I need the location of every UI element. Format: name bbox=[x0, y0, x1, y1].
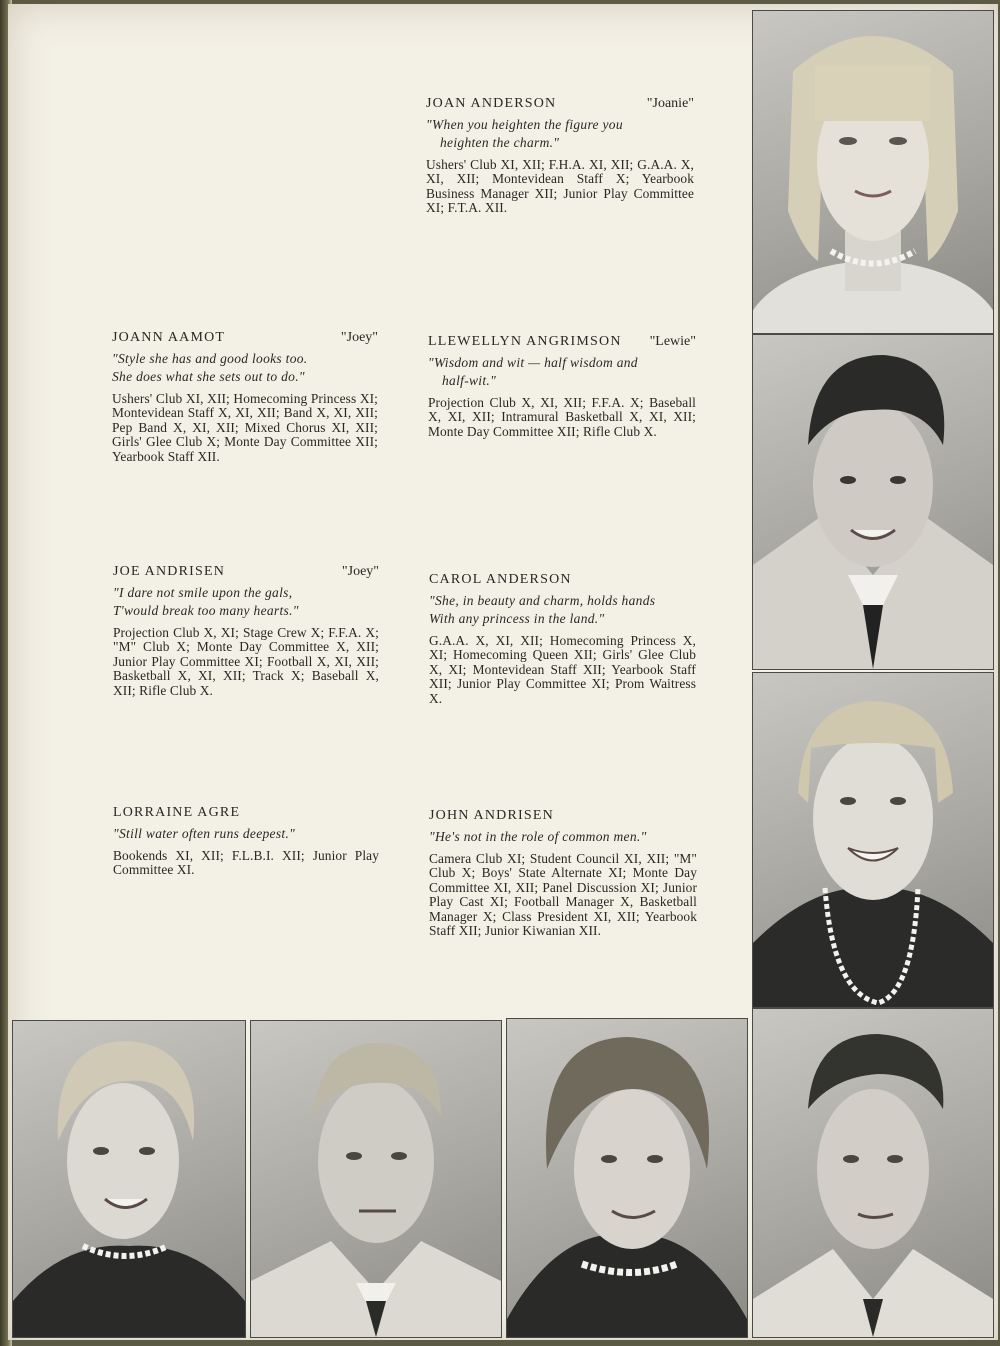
portrait-photo-joe-andrisen bbox=[250, 1020, 502, 1338]
senior-entry-joe-andrisen bbox=[113, 564, 379, 698]
senior-activities: Projection Club X, XI; Stage Crew X; F.F.A. X; "M" Club X; Monte Day Committee X, XII; Junior Play Committee XI; Football X, XI, XII; Basketball X, XI, XII; Track X; Baseball X, XII; Rifle Club X. bbox=[113, 625, 379, 698]
senior-entry-john-andrisen bbox=[429, 808, 697, 938]
senior-entry-llewellyn-angrimson bbox=[428, 334, 696, 439]
senior-activities: Ushers' Club XI, XII; Homecoming Princess XI; Montevidean Staff X, XI, XII; Band X, XI, XII; Pep Band X, XI, XII; Mixed Chorus XI, XII; Girls' Glee Club X; Monte Day Committee XII; Yearbook Staff XII. bbox=[112, 391, 378, 464]
senior-entry-lorraine-agre bbox=[113, 805, 379, 878]
senior-nickname: "Lewie" bbox=[649, 334, 696, 349]
portrait-photo-john-andrisen bbox=[752, 1008, 994, 1338]
senior-quote: "She, in beauty and charm, holds hands With any princess in the land." bbox=[429, 593, 656, 626]
senior-name: JOAN ANDERSON bbox=[426, 96, 557, 111]
senior-name: LLEWELLYN ANGRIMSON bbox=[428, 334, 622, 349]
senior-quote: "He's not in the role of common men." bbox=[429, 829, 647, 844]
senior-name: JOANN AAMOT bbox=[112, 330, 226, 345]
senior-activities: Bookends XI, XII; F.L.B.I. XII; Junior Play Committee XI. bbox=[113, 848, 379, 878]
senior-quote: "Style she has and good looks too. She does what she sets out to do." bbox=[112, 351, 308, 384]
senior-entry-joann-aamot bbox=[112, 330, 378, 464]
senior-nickname: "Joey" bbox=[341, 564, 379, 579]
senior-activities: Projection Club X, XI, XII; F.F.A. X; Baseball X, XI, XII; Intramural Basketball X, XI, XII; Monte Day Committee XII; Rifle Club X. bbox=[428, 395, 696, 439]
yearbook-page bbox=[8, 4, 998, 1340]
senior-name: JOE ANDRISEN bbox=[113, 564, 226, 579]
portrait-photo-llewellyn-angrimson bbox=[752, 334, 994, 670]
senior-quote: "Wisdom and wit — half wisdom and half-wit." bbox=[428, 355, 638, 388]
senior-activities: Camera Club XI; Student Council XI, XII; "M" Club X; Boys' State Alternate XI; Monte Day Committee XI, XII; Panel Discussion XI; Junior Play Cast XI; Football Manager X, Basketball Manager X; Class President XI, XII; Yearbook Staff XII; Junior Kiwanian XII. bbox=[429, 851, 697, 939]
portrait-photo-lorraine-agre bbox=[506, 1018, 748, 1338]
senior-name: CAROL ANDERSON bbox=[429, 572, 572, 587]
senior-activities: Ushers' Club XI, XII; F.H.A. XI, XII; G.A.A. X, XI, XII; Montevidean Staff X; Yearbook Business Manager XII; Junior Play Committee XI; F.T.A. XII. bbox=[426, 157, 694, 216]
portrait-photo-joann-aamot bbox=[12, 1020, 246, 1338]
senior-name: LORRAINE AGRE bbox=[113, 805, 241, 820]
senior-entry-joan-anderson bbox=[426, 96, 694, 216]
senior-name: JOHN ANDRISEN bbox=[429, 808, 554, 823]
senior-nickname: "Joey" bbox=[340, 330, 378, 345]
senior-quote: "When you heighten the figure you heighten the charm." bbox=[426, 117, 623, 150]
senior-nickname: "Joanie" bbox=[646, 96, 694, 111]
senior-quote: "I dare not smile upon the gals, T'would break too many hearts." bbox=[113, 585, 299, 618]
portrait-photo-joan-anderson bbox=[752, 10, 994, 334]
senior-activities: G.A.A. X, XI, XII; Homecoming Princess X, XI; Homecoming Queen XII; Girls' Glee Club X, XI; Montevidean Staff XII; Yearbook Staff XII; Junior Play Committee XI; Prom Waitress X. bbox=[429, 633, 696, 706]
senior-quote: "Still water often runs deepest." bbox=[113, 826, 296, 841]
senior-entry-carol-anderson bbox=[429, 572, 696, 706]
portrait-photo-carol-anderson bbox=[752, 672, 994, 1008]
